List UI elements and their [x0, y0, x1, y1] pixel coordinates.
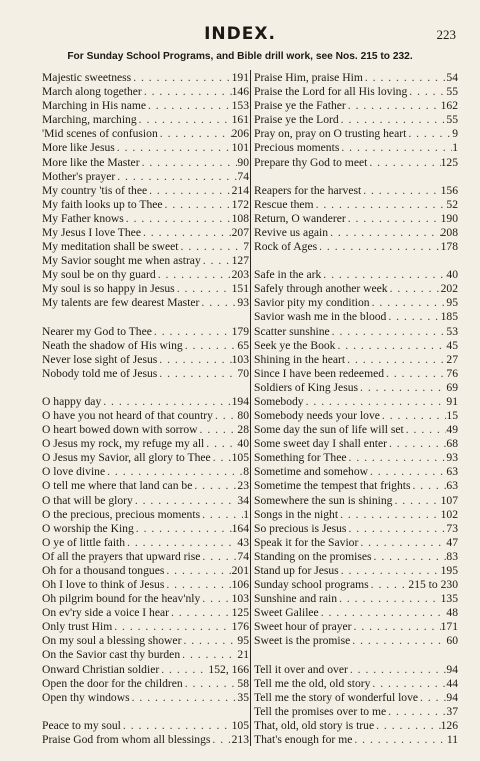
entry-page-number: 171 [440, 620, 458, 634]
entry-page-number: 151 [231, 282, 249, 296]
entry-page-number: 214 [231, 183, 249, 197]
entry-title: Praise Him, praise Him [254, 71, 363, 84]
entry-title: So precious is Jesus [254, 521, 347, 535]
entry-page-number: 156 [440, 183, 458, 197]
entry-title: That's enough for me [254, 732, 353, 746]
entry-title: O tell me where that land can be [42, 479, 193, 493]
entry-title: O Jesus my rock, my refuge my all [42, 437, 205, 451]
dot-leader [367, 155, 440, 171]
entry-title: Tell it over and over [254, 662, 348, 676]
entry-title: Praise God from whom all blessings [42, 732, 211, 746]
entry-title: On ev'ry side a voice I hear [42, 606, 169, 620]
entry-title: O love divine [42, 465, 106, 479]
dot-leader [199, 295, 237, 311]
entry-title: March along together [42, 85, 142, 99]
entry-title: Nearer my God to Thee [42, 324, 152, 338]
entry-page-number: 52 [446, 197, 458, 211]
entry-title: Oh for a thousand tongues [42, 563, 165, 577]
entry-title: Something for Thee [254, 451, 347, 465]
entry-title: Safely through another week [254, 282, 388, 296]
entry-title: That, old, old story is true [254, 718, 375, 732]
entry-title: Only trust Him [42, 620, 113, 634]
entry-title: Praise ye the Father [254, 99, 346, 113]
entry-title: Somebody needs your love [254, 409, 380, 422]
entry-page-number: 103 [231, 592, 249, 606]
index-entry [254, 732, 458, 748]
dot-leader [352, 732, 446, 748]
entry-page-number: 125 [231, 606, 249, 620]
entry-page-number: 213 [231, 732, 249, 746]
entry-page-number: 74 [237, 549, 249, 563]
entry-page-number: 15 [446, 409, 458, 422]
entry-page-number: 28 [237, 423, 249, 437]
entry-page-number: 195 [440, 563, 458, 577]
entry-page-number: 1 [452, 141, 458, 155]
entry-page-number: 55 [446, 113, 458, 127]
entry-title: Revive us again [254, 225, 329, 239]
page-header [0, 24, 480, 48]
entry-page-number: 94 [446, 662, 458, 676]
entry-title: Oh pilgrim bound for the heav'nly [42, 592, 201, 606]
entry-title: Scatter sunshine [254, 324, 330, 338]
entry-title: Some sweet day I shall enter [254, 437, 387, 451]
entry-page-number: 185 [440, 310, 458, 324]
entry-title: My soul is so happy in Jesus [42, 282, 175, 296]
entry-title: Prepare thy God to meet [254, 155, 368, 169]
entry-title: O happy day [42, 394, 102, 408]
entry-title: Savior wash me in the blood [254, 310, 387, 324]
entry-title: Oh I love to think of Jesus [42, 578, 165, 591]
entry-page-number: 45 [446, 338, 458, 352]
entry-title: More like Jesus [42, 141, 115, 155]
entry-title: Tell me the story of wonderful love [254, 690, 419, 704]
entry-page-number: 202 [440, 282, 458, 296]
entry-title: Onward Christian soldier [42, 662, 160, 676]
entry-title: Majestic sweetness [42, 71, 132, 84]
index-entry [254, 239, 458, 255]
entry-title: Open the door for the children [42, 676, 183, 690]
entry-title: My meditation shall be sweet [42, 240, 179, 253]
entry-title: Tell the promises over to me [254, 704, 387, 718]
entry-title: On my soul a blessing shower [42, 634, 182, 648]
entry-title: Since I have been redeemed [254, 366, 385, 380]
dot-leader [350, 633, 446, 649]
entry-title: My faith looks up to Thee [42, 197, 163, 211]
entry-page-number: 190 [440, 211, 458, 225]
entry-page-number: 23 [237, 479, 249, 493]
entry-page-number: 95 [446, 296, 458, 310]
entry-page-number: 73 [446, 521, 458, 535]
entry-title: O ye of little faith [42, 535, 126, 549]
entry-page-number: 90 [237, 155, 249, 169]
entry-title: Somewhere the sun is shining [254, 493, 393, 507]
entry-title: Of all the prayers that upward rise [42, 549, 201, 563]
entry-page-number: 91 [446, 394, 458, 408]
page-title: INDEX. [204, 24, 276, 44]
entry-page-number: 27 [446, 352, 458, 366]
entry-page-number: 106 [231, 578, 249, 591]
entry-page-number: 107 [440, 493, 458, 507]
entry-title: Some day the sun of life will set [254, 423, 404, 437]
dot-leader [157, 366, 237, 382]
dot-leader [317, 239, 440, 255]
entry-page-number: 11 [446, 732, 458, 746]
entry-title: Safe in the ark [254, 268, 322, 282]
entry-title: O Jesus my Savior, all glory to Thee [42, 451, 211, 465]
entry-page-number: 40 [237, 437, 249, 451]
entry-page-number: 179 [231, 324, 249, 338]
entry-page-number: 161 [231, 113, 249, 127]
right-index-column [254, 70, 458, 746]
entry-title: Praise ye the Lord [254, 113, 339, 127]
entry-page-number: 21 [237, 648, 249, 662]
entry-page-number: 63 [446, 465, 458, 479]
entry-page-number: 76 [446, 366, 458, 380]
entry-page-number: 93 [446, 451, 458, 465]
entry-title: My soul be on thy guard [42, 268, 156, 282]
entry-page-number: 207 [231, 225, 249, 239]
index-entry [254, 633, 458, 649]
entry-title: My talents are few dearest Master [42, 296, 200, 310]
entry-page-number: 153 [231, 99, 249, 113]
entry-page-number: 152, 166 [208, 662, 249, 676]
entry-title: Nobody told me of Jesus [42, 366, 158, 380]
index-entry [42, 366, 249, 382]
entry-title: Seek ye the Book [254, 338, 336, 352]
entry-page-number: 55 [446, 85, 458, 99]
entry-page-number: 164 [231, 521, 249, 535]
index-entry [42, 295, 249, 311]
entry-page-number: 48 [446, 606, 458, 620]
entry-page-number: 146 [231, 85, 249, 99]
entry-title: Songs in the night [254, 507, 339, 521]
entry-title: Return, O wanderer [254, 211, 346, 225]
entry-page-number: 176 [231, 620, 249, 634]
entry-page-number: 74 [237, 169, 249, 183]
entry-page-number: 94 [446, 690, 458, 704]
entry-title: Standing on the promises [254, 549, 372, 563]
index-entry [42, 732, 249, 748]
entry-page-number: 103 [231, 352, 249, 366]
entry-title: Shining in the heart [254, 352, 346, 366]
entry-title: Soldiers of King Jesus [254, 380, 359, 394]
entry-page-number: 34 [237, 493, 249, 507]
entry-page-number: 93 [237, 296, 249, 310]
entry-title: Stand up for Jesus [254, 563, 339, 577]
page-subtitle: For Sunday School Programs, and Bible drill work, see Nos. 215 to 232. [67, 51, 413, 62]
entry-page-number: 191 [231, 71, 249, 84]
entry-page-number: 162 [440, 99, 458, 113]
entry-page-number: 127 [231, 254, 249, 268]
entry-title: O the precious, precious moments [42, 507, 201, 521]
entry-page-number: 58 [237, 676, 249, 690]
entry-title: Precious moments [254, 141, 340, 155]
entry-page-number: 135 [440, 592, 458, 606]
entry-page-number: 125 [440, 155, 458, 169]
column-divider [250, 70, 251, 746]
entry-page-number: 172 [231, 197, 249, 211]
entry-title: Sometime and somehow [254, 465, 368, 479]
entry-page-number: 37 [446, 704, 458, 718]
entry-page-number: 7 [243, 240, 249, 253]
entry-title: Open thy windows [42, 690, 130, 704]
page-number: 223 [436, 27, 456, 42]
entry-page-number: 69 [446, 380, 458, 394]
entry-title: O worship the King [42, 521, 134, 535]
entry-page-number: 35 [237, 690, 249, 704]
dot-leader [210, 732, 231, 748]
entry-title: O have you not heard of that country [42, 409, 213, 422]
entry-page-number: 1 [243, 507, 249, 521]
entry-title: More like the Master [42, 155, 140, 169]
entry-title: Sweet is the promise [254, 634, 351, 648]
entry-title: Sunday school programs [254, 578, 369, 591]
entry-page-number: 194 [231, 394, 249, 408]
entry-page-number: 108 [231, 211, 249, 225]
entry-page-number: 68 [446, 437, 458, 451]
entry-page-number: 126 [440, 718, 458, 732]
entry-page-number: 47 [446, 535, 458, 549]
entry-page-number: 102 [440, 507, 458, 521]
entry-page-number: 9 [452, 127, 458, 141]
entry-title: Praise the Lord for all His loving [254, 85, 408, 99]
entry-title: Sometime the tempest that frights [254, 479, 411, 493]
entry-title: Sunshine and rain [254, 592, 338, 606]
entry-page-number: 53 [446, 324, 458, 338]
entry-title: Somebody [254, 394, 304, 408]
dot-leader [130, 690, 238, 706]
entry-title: Tell me the old, old story [254, 676, 371, 690]
entry-page-number: 60 [446, 634, 458, 648]
entry-page-number: 70 [237, 366, 249, 380]
entry-page-number: 201 [231, 563, 249, 577]
entry-title: Sweet Galilee [254, 606, 319, 620]
entry-page-number: 65 [237, 338, 249, 352]
entry-page-number: 43 [237, 535, 249, 549]
entry-title: Mother's prayer [42, 169, 116, 183]
left-index-column [42, 70, 249, 746]
entry-page-number: 54 [446, 71, 458, 84]
entry-page-number: 49 [446, 423, 458, 437]
entry-title: My Jesus I love Thee [42, 225, 141, 239]
entry-page-number: 215 to 230 [408, 578, 458, 591]
entry-page-number: 105 [231, 718, 249, 732]
entry-title: Speak it for the Savior [254, 535, 359, 549]
entry-page-number: 105 [231, 451, 249, 465]
entry-title: Sweet hour of prayer [254, 620, 352, 634]
entry-title: Rescue them [254, 197, 314, 211]
entry-title: O heart bowed down with sorrow [42, 423, 198, 437]
entry-page-number: 208 [440, 225, 458, 239]
entry-title: O that will be glory [42, 493, 133, 507]
entry-page-number: 203 [231, 268, 249, 282]
entry-page-number: 8 [243, 465, 249, 479]
entry-page-number: 44 [446, 676, 458, 690]
entry-page-number: 63 [446, 479, 458, 493]
entry-page-number: 178 [440, 240, 458, 253]
entry-title: My country 'tis of thee [42, 183, 148, 197]
entry-title: 'Mid scenes of confusion [42, 127, 158, 141]
index-entry [42, 690, 249, 706]
index-entry [254, 155, 458, 171]
entry-title: My Savior sought me when astray [42, 254, 201, 268]
entry-title: Never lose sight of Jesus [42, 352, 158, 366]
entry-title: Savior pity my condition [254, 296, 370, 310]
entry-title: Reapers for the harvest [254, 183, 362, 197]
entry-page-number: 80 [237, 409, 249, 422]
entry-title: My Father knows [42, 211, 124, 225]
entry-page-number: 206 [231, 127, 249, 141]
entry-title: Neath the shadow of His wing [42, 338, 183, 352]
entry-title: On the Savior cast thy burden [42, 648, 181, 662]
entry-page-number: 83 [446, 549, 458, 563]
entry-page-number: 40 [446, 268, 458, 282]
entry-title: Rock of Ages [254, 240, 318, 253]
entry-page-number: 95 [237, 634, 249, 648]
entry-page-number: 101 [231, 141, 249, 155]
entry-title: Marching in His name [42, 99, 146, 113]
entry-title: Pray on, pray on O trusting heart [254, 127, 407, 141]
entry-title: Marching, marching [42, 113, 137, 127]
entry-title: Peace to my soul [42, 718, 121, 732]
